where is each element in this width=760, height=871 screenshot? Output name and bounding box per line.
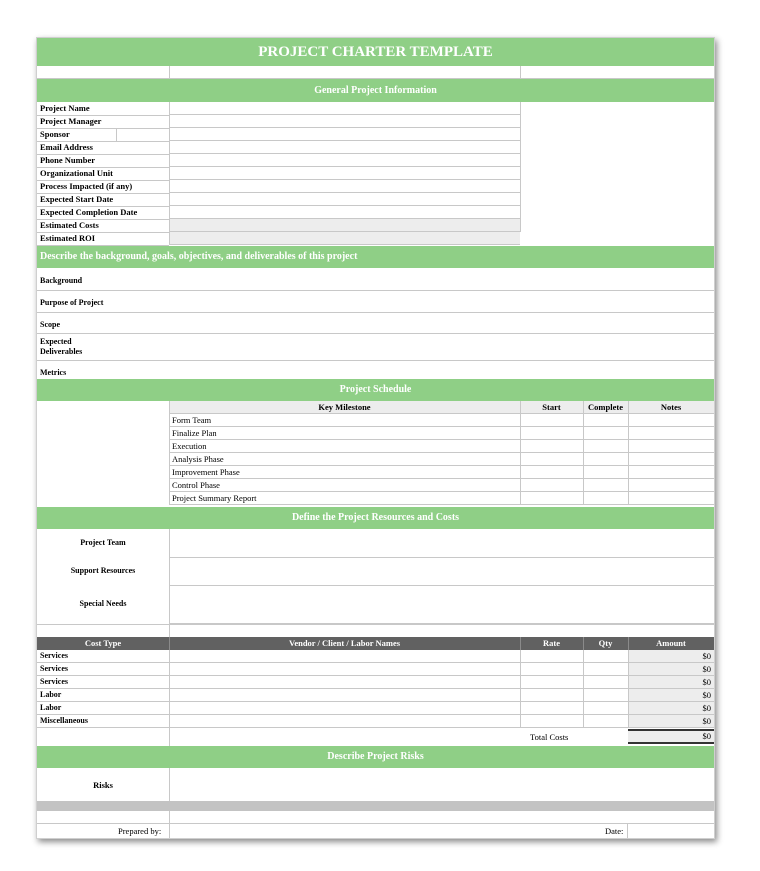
cost-cell[interactable] [520,663,583,676]
cost-col-header: Cost Type [84,638,122,648]
milestone-cell[interactable] [628,414,714,427]
milestone-row [169,492,520,505]
general-field-input[interactable] [169,154,520,167]
milestone-cell[interactable] [628,427,714,440]
total-costs-label: Total Costs [530,732,569,742]
cost-cell[interactable] [169,702,520,715]
describe-row-field[interactable] [107,312,714,333]
milestone-cell[interactable] [520,492,583,505]
resource-label: Support Resources [70,566,136,575]
cost-cell[interactable] [520,702,583,715]
date-field[interactable] [628,823,714,837]
resource-field[interactable] [169,558,714,586]
describe-row-label: Expected Deliverables [40,337,83,356]
cost-cell[interactable] [583,663,628,676]
milestone-cell[interactable] [583,414,628,427]
page-title: PROJECT CHARTER TEMPLATE [258,44,493,60]
general-field-label: Phone Number [40,155,96,165]
milestone-cell[interactable] [520,440,583,453]
cost-cell[interactable] [169,715,520,728]
describe-row-field[interactable] [107,333,714,360]
milestone-cell[interactable] [520,427,583,440]
cost-cell[interactable] [520,689,583,702]
cost-row [37,650,169,663]
milestone-cell[interactable] [520,453,583,466]
schedule-col-header: Key Milestone [318,402,371,412]
cost-amount: $0 [702,703,711,713]
general-field-input[interactable] [169,141,520,154]
general-field-label: Expected Completion Date [40,207,138,217]
cost-cell[interactable] [520,650,583,663]
risks-band [37,746,714,768]
milestone-cell[interactable] [520,466,583,479]
cost-row [37,663,169,676]
milestone-label: Form Team [172,415,212,425]
cost-amount: $0 [702,664,711,674]
milestone-row [169,414,520,427]
cost-type-label: Services [40,651,68,660]
risks-header: Describe Project Risks [327,751,424,762]
milestone-label: Improvement Phase [172,467,240,477]
cost-cell[interactable] [520,676,583,689]
cost-type-label: Services [40,664,68,673]
general-info-header: General Project Information [314,85,437,96]
general-field-label: Project Name [40,103,90,113]
describe-row-label: Purpose of Project [40,298,104,307]
describe-band [37,246,714,268]
milestone-row [169,440,520,453]
resource-label: Project Team [80,537,126,547]
cost-row [37,702,169,715]
milestone-row [169,427,520,440]
cost-cell[interactable] [583,650,628,663]
general-field-input[interactable] [169,193,520,206]
milestone-row [169,453,520,466]
milestone-cell[interactable] [628,440,714,453]
describe-row-label: Background [40,276,83,285]
general-field-input[interactable] [169,167,520,180]
milestone-cell[interactable] [628,479,714,492]
general-field-input[interactable] [169,115,520,128]
describe-row-label: Metrics [40,368,67,377]
milestone-cell[interactable] [583,453,628,466]
general-field-input[interactable] [169,219,520,232]
milestone-cell[interactable] [583,492,628,505]
general-field-input[interactable] [169,206,520,219]
cost-row [37,689,169,702]
milestone-cell[interactable] [583,466,628,479]
general-field-label: Process Impacted (if any) [40,181,133,191]
cost-type-label: Services [40,677,68,686]
general-field-label: Estimated ROI [40,233,96,243]
cost-row [37,676,169,689]
cost-cell[interactable] [583,676,628,689]
general-field-label: Organizational Unit [40,168,113,178]
schedule-band [37,379,714,401]
risks-field[interactable] [169,768,714,801]
describe-header: Describe the background, goals, objectives, and deliverables of this project [40,251,358,262]
resource-label: Special Needs [79,599,127,608]
milestone-cell[interactable] [628,492,714,505]
milestone-row [169,479,520,492]
general-field-input[interactable] [169,128,520,141]
cost-cell[interactable] [169,650,520,663]
total-costs-amount: $0 [702,731,711,741]
cost-amount: $0 [702,690,711,700]
describe-row-label: Scope [40,320,60,329]
prepared-by-label: Prepared by: [118,826,162,836]
cost-cell[interactable] [583,689,628,702]
milestone-cell[interactable] [583,479,628,492]
date-label: Date: [605,826,624,836]
schedule-header: Project Schedule [339,384,412,395]
cost-col-header: Vendor / Client / Labor Names [288,638,401,648]
general-field-label: Expected Start Date [40,194,114,204]
risks-label: Risks [93,780,113,790]
cost-cell[interactable] [583,715,628,728]
general-field-input[interactable] [169,180,520,193]
cost-row [37,715,169,728]
cost-col-header: Rate [543,638,560,648]
resource-field[interactable] [169,529,714,558]
describe-row-field[interactable] [107,268,714,290]
describe-row-field[interactable] [107,360,714,379]
general-field-input[interactable] [169,102,520,115]
schedule-col-header: Complete [588,402,623,412]
general-field-label: Project Manager [40,116,102,126]
charter-sheet [36,37,715,839]
milestone-label: Project Summary Report [172,493,257,503]
milestone-cell[interactable] [520,479,583,492]
milestone-cell[interactable] [583,440,628,453]
milestone-label: Execution [172,441,207,451]
schedule-col-header: Notes [660,402,682,412]
cost-cell[interactable] [583,702,628,715]
resource-field[interactable] [169,586,714,624]
milestone-label: Finalize Plan [172,428,217,438]
cost-cell[interactable] [169,663,520,676]
general-field-label: Sponsor [40,129,70,139]
resources-band [37,507,714,529]
risks-divider [37,801,714,811]
cost-amount: $0 [702,716,711,726]
cost-col-header: Amount [656,638,686,648]
cost-amount: $0 [702,677,711,687]
cost-amount: $0 [702,651,711,661]
cost-cell[interactable] [520,715,583,728]
schedule-col-header: Start [542,402,561,412]
cost-type-label: Labor [40,690,62,699]
milestone-cell[interactable] [628,466,714,479]
general-field-label: Estimated Costs [40,220,99,230]
cost-type-label: Miscellaneous [40,716,88,725]
milestone-label: Analysis Phase [172,454,224,464]
describe-row-field[interactable] [107,290,714,312]
resources-header: Define the Project Resources and Costs [291,512,460,523]
milestone-cell[interactable] [583,427,628,440]
milestone-cell[interactable] [520,414,583,427]
title-band [37,38,714,66]
cost-col-header: Qty [598,638,613,648]
prepared-by-field[interactable] [169,823,625,837]
general-info-band [37,79,714,102]
cost-cell[interactable] [169,676,520,689]
cost-type-label: Labor [40,703,62,712]
milestone-cell[interactable] [628,453,714,466]
cost-cell[interactable] [169,689,520,702]
milestone-label: Control Phase [172,480,220,490]
general-field-label: Email Address [40,142,93,152]
milestone-row [169,466,520,479]
general-field-input[interactable] [169,232,520,245]
